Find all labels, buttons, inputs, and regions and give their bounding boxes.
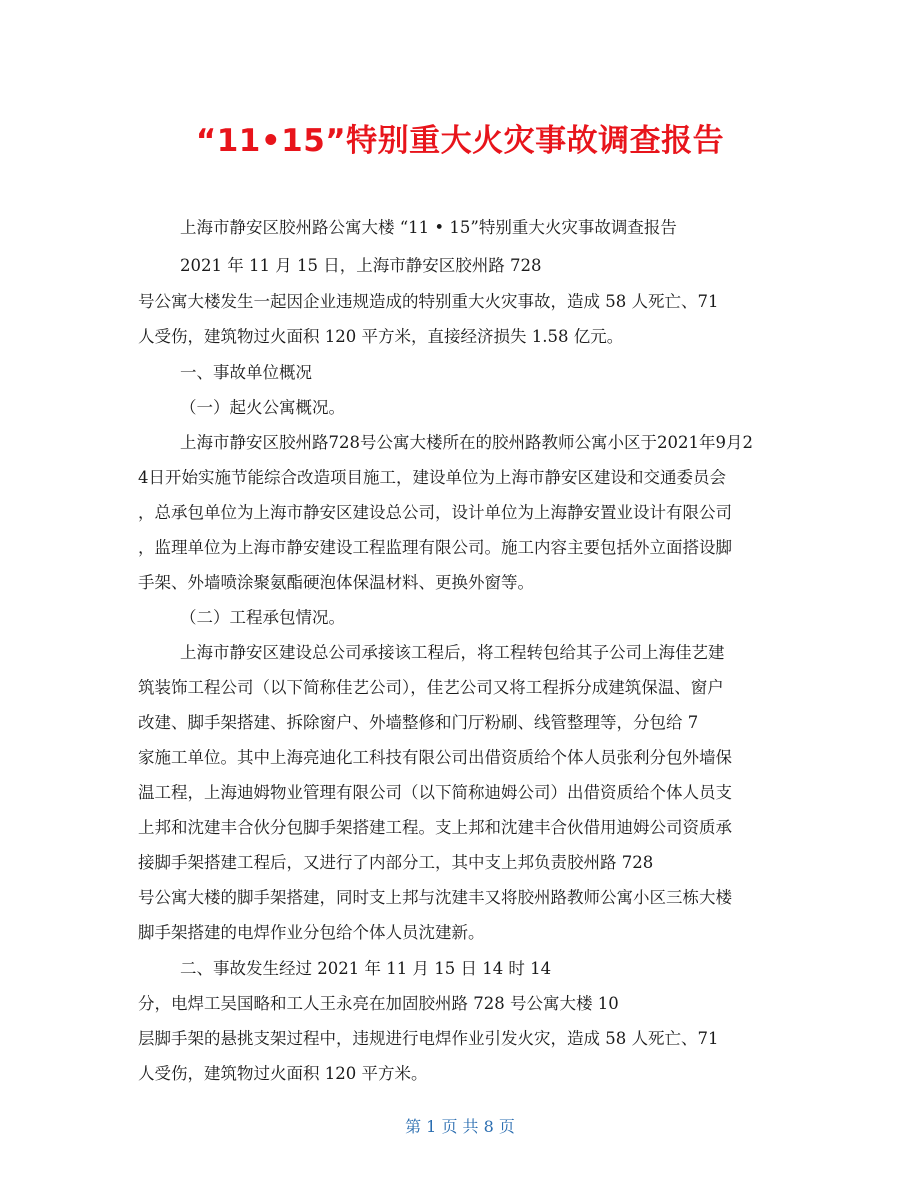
paragraph-line: 上海市静安区胶州路公寓大楼 “11 • 15”特别重大火灾事故调查报告 — [180, 218, 677, 237]
subsection-heading: （一）起火公寓概况。 — [180, 398, 345, 417]
paragraph-line: 人受伤，建筑物过火面积 120 平方米，直接经济损失 1.58 亿元。 — [138, 327, 624, 346]
paragraph-line: 上海市静安区建设总公司承接该工程后，将工程转包给其子公司上海佳艺建 — [180, 643, 725, 662]
paragraph-line: ，总承包单位为上海市静安区建设总公司，设计单位为上海静安置业设计有限公司 — [138, 503, 732, 522]
paragraph-line: 筑装饰工程公司（以下简称佳艺公司），佳艺公司又将工程拆分成建筑保温、窗户 — [138, 678, 724, 697]
paragraph-line: 4日开始实施节能综合改造项目施工，建设单位为上海市静安区建设和交通委员会 — [138, 468, 726, 487]
paragraph-line: 脚手架搭建的电焊作业分包给个体人员沈建新。 — [138, 923, 485, 942]
document-title: “11•15”特别重大火灾事故调查报告 — [195, 123, 725, 159]
paragraph-line: 家施工单位。其中上海亮迪化工科技有限公司出借资质给个体人员张利分包外墙保 — [138, 748, 732, 767]
paragraph-line: 2021 年 11 月 15 日，上海市静安区胶州路 728 — [180, 256, 542, 275]
paragraph-line: 人受伤，建筑物过火面积 120 平方米。 — [138, 1064, 428, 1083]
paragraph-line: 上邦和沈建丰合伙分包脚手架搭建工程。支上邦和沈建丰合伙借用迪姆公司资质承 — [138, 818, 732, 837]
section-heading: 一、事故单位概况 — [180, 363, 312, 382]
page-footer: 第 1 页 共 8 页 — [405, 1117, 515, 1136]
paragraph-line: 层脚手架的悬挑支架过程中，违规进行电焊作业引发火灾，造成 58 人死亡、71 — [138, 1029, 719, 1048]
section-heading: 二、事故发生经过 2021 年 11 月 15 日 14 时 14 — [180, 959, 552, 978]
paragraph-line: 改建、脚手架搭建、拆除窗户、外墙整修和门厅粉刷、线管整理等，分包给 7 — [138, 713, 699, 732]
paragraph-line: 号公寓大楼的脚手架搭建，同时支上邦与沈建丰又将胶州路教师公寓小区三栋大楼 — [138, 888, 732, 907]
paragraph-line: ，监理单位为上海市静安建设工程监理有限公司。施工内容主要包括外立面搭设脚 — [138, 538, 732, 557]
paragraph-line: 温工程，上海迪姆物业管理有限公司（以下简称迪姆公司）出借资质给个体人员支 — [138, 783, 732, 802]
paragraph-line: 手架、外墙喷涂聚氨酯硬泡体保温材料、更换外窗等。 — [138, 573, 534, 592]
paragraph-line: 分，电焊工吴国略和工人王永亮在加固胶州路 728 号公寓大楼 10 — [138, 994, 619, 1013]
paragraph-line: 号公寓大楼发生一起因企业违规造成的特别重大火灾事故，造成 58 人死亡、71 — [138, 292, 719, 311]
paragraph-line: 接脚手架搭建工程后，又进行了内部分工，其中支上邦负责胶州路 728 — [138, 853, 654, 872]
paragraph-line: 上海市静安区胶州路728号公寓大楼所在的胶州路教师公寓小区于2021年9月2 — [180, 433, 753, 452]
subsection-heading: （二）工程承包情况。 — [180, 608, 345, 627]
